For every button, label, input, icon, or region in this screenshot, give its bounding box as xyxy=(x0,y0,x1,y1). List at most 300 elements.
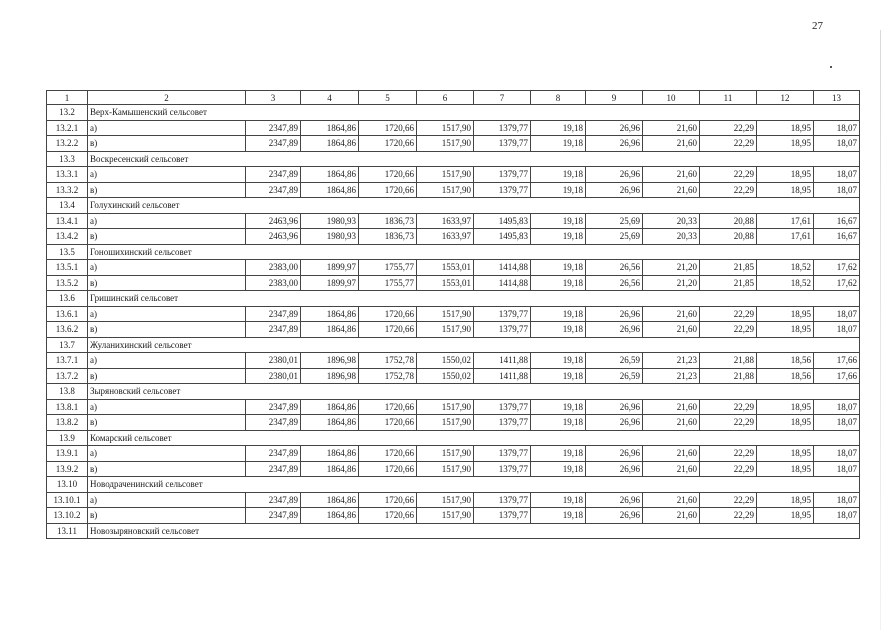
row-code: 13.3.1 xyxy=(47,167,88,183)
header-row xyxy=(47,91,860,105)
value-cell: 17,62 xyxy=(814,275,860,291)
value-cell: 26,96 xyxy=(586,120,643,136)
section-name: Гришинский сельсовет xyxy=(88,291,860,307)
value-cell: 21,60 xyxy=(643,508,700,524)
value-cell: 1379,77 xyxy=(474,415,531,431)
value-cell: 1755,77 xyxy=(359,260,417,276)
value-cell: 18,95 xyxy=(757,182,814,198)
value-cell: 18,95 xyxy=(757,508,814,524)
value-cell: 19,18 xyxy=(531,368,586,384)
value-cell: 1720,66 xyxy=(359,136,417,152)
section-name: Жуланихинский сельсовет xyxy=(88,337,860,353)
value-cell: 21,20 xyxy=(643,275,700,291)
value-cell: 22,29 xyxy=(700,136,757,152)
value-cell: 19,18 xyxy=(531,182,586,198)
row-label: а) xyxy=(88,167,246,183)
header-cell: 10 xyxy=(643,91,700,105)
value-cell: 22,29 xyxy=(700,120,757,136)
scan-dot-mark xyxy=(830,66,832,68)
value-cell: 21,23 xyxy=(643,353,700,369)
header-cell: 7 xyxy=(474,91,531,105)
value-cell: 1755,77 xyxy=(359,275,417,291)
value-cell: 1720,66 xyxy=(359,306,417,322)
row-code: 13.9 xyxy=(47,430,88,446)
value-cell: 1495,83 xyxy=(474,229,531,245)
value-cell: 1864,86 xyxy=(301,446,359,462)
row-code: 13.2.2 xyxy=(47,136,88,152)
table-row xyxy=(47,213,860,229)
row-code: 13.7 xyxy=(47,337,88,353)
value-cell: 1720,66 xyxy=(359,399,417,415)
table-row xyxy=(47,446,860,462)
table-row xyxy=(47,399,860,415)
value-cell: 1720,66 xyxy=(359,415,417,431)
row-code: 13.6.1 xyxy=(47,306,88,322)
value-cell: 19,18 xyxy=(531,229,586,245)
row-code: 13.3.2 xyxy=(47,182,88,198)
section-name: Верх-Камышенский сельсовет xyxy=(88,105,860,121)
value-cell: 21,60 xyxy=(643,182,700,198)
section-row xyxy=(47,151,860,167)
value-cell: 19,18 xyxy=(531,322,586,338)
value-cell: 22,29 xyxy=(700,492,757,508)
value-cell: 19,18 xyxy=(531,446,586,462)
value-cell: 22,29 xyxy=(700,322,757,338)
value-cell: 1517,90 xyxy=(417,182,474,198)
section-row xyxy=(47,198,860,214)
value-cell: 1864,86 xyxy=(301,508,359,524)
value-cell: 18,95 xyxy=(757,492,814,508)
row-code: 13.6.2 xyxy=(47,322,88,338)
row-code: 13.4.1 xyxy=(47,213,88,229)
value-cell: 18,07 xyxy=(814,136,860,152)
row-code: 13.3 xyxy=(47,151,88,167)
value-cell: 22,29 xyxy=(700,508,757,524)
value-cell: 26,96 xyxy=(586,322,643,338)
value-cell: 18,95 xyxy=(757,461,814,477)
value-cell: 18,95 xyxy=(757,120,814,136)
value-cell: 1720,66 xyxy=(359,508,417,524)
section-row xyxy=(47,384,860,400)
value-cell: 1517,90 xyxy=(417,508,474,524)
value-cell: 1720,66 xyxy=(359,167,417,183)
value-cell: 1379,77 xyxy=(474,508,531,524)
value-cell: 22,29 xyxy=(700,399,757,415)
value-cell: 1517,90 xyxy=(417,136,474,152)
value-cell: 21,60 xyxy=(643,492,700,508)
value-cell: 17,61 xyxy=(757,213,814,229)
value-cell: 1864,86 xyxy=(301,182,359,198)
header-cell: 6 xyxy=(417,91,474,105)
value-cell: 1899,97 xyxy=(301,260,359,276)
value-cell: 1379,77 xyxy=(474,167,531,183)
value-cell: 26,96 xyxy=(586,492,643,508)
section-name: Новозыряновский сельсовет xyxy=(88,523,860,539)
value-cell: 26,96 xyxy=(586,182,643,198)
value-cell: 26,56 xyxy=(586,275,643,291)
header-cell: 1 xyxy=(47,91,88,105)
row-code: 13.9.2 xyxy=(47,461,88,477)
header-cell: 9 xyxy=(586,91,643,105)
value-cell: 1414,88 xyxy=(474,275,531,291)
value-cell: 16,67 xyxy=(814,213,860,229)
value-cell: 22,29 xyxy=(700,446,757,462)
value-cell: 1495,83 xyxy=(474,213,531,229)
value-cell: 17,66 xyxy=(814,353,860,369)
value-cell: 18,07 xyxy=(814,182,860,198)
value-cell: 2347,89 xyxy=(246,167,301,183)
value-cell: 20,88 xyxy=(700,213,757,229)
value-cell: 18,95 xyxy=(757,167,814,183)
value-cell: 1411,88 xyxy=(474,368,531,384)
value-cell: 2383,00 xyxy=(246,275,301,291)
section-name: Воскресенский сельсовет xyxy=(88,151,860,167)
section-row xyxy=(47,291,860,307)
row-code: 13.5.1 xyxy=(47,260,88,276)
table-body xyxy=(47,91,860,539)
section-row xyxy=(47,523,860,539)
value-cell: 18,07 xyxy=(814,415,860,431)
header-cell: 5 xyxy=(359,91,417,105)
table-row xyxy=(47,167,860,183)
row-label: а) xyxy=(88,446,246,462)
value-cell: 18,07 xyxy=(814,322,860,338)
value-cell: 18,95 xyxy=(757,399,814,415)
value-cell: 25,69 xyxy=(586,229,643,245)
value-cell: 1553,01 xyxy=(417,275,474,291)
value-cell: 22,29 xyxy=(700,306,757,322)
value-cell: 22,29 xyxy=(700,182,757,198)
row-label: в) xyxy=(88,508,246,524)
value-cell: 2347,89 xyxy=(246,446,301,462)
value-cell: 1550,02 xyxy=(417,368,474,384)
row-label: в) xyxy=(88,322,246,338)
table-row xyxy=(47,120,860,136)
value-cell: 2380,01 xyxy=(246,353,301,369)
value-cell: 1864,86 xyxy=(301,136,359,152)
value-cell: 2347,89 xyxy=(246,492,301,508)
value-cell: 21,23 xyxy=(643,368,700,384)
row-code: 13.8 xyxy=(47,384,88,400)
value-cell: 21,60 xyxy=(643,120,700,136)
header-cell: 3 xyxy=(246,91,301,105)
section-name: Голухинский сельсовет xyxy=(88,198,860,214)
value-cell: 1836,73 xyxy=(359,229,417,245)
row-label: в) xyxy=(88,368,246,384)
value-cell: 2347,89 xyxy=(246,182,301,198)
table-row xyxy=(47,182,860,198)
value-cell: 1864,86 xyxy=(301,415,359,431)
value-cell: 20,88 xyxy=(700,229,757,245)
table-row xyxy=(47,322,860,338)
row-label: в) xyxy=(88,136,246,152)
value-cell: 1752,78 xyxy=(359,353,417,369)
row-code: 13.2.1 xyxy=(47,120,88,136)
row-code: 13.5.2 xyxy=(47,275,88,291)
value-cell: 21,60 xyxy=(643,322,700,338)
value-cell: 1864,86 xyxy=(301,461,359,477)
value-cell: 19,18 xyxy=(531,353,586,369)
value-cell: 18,52 xyxy=(757,260,814,276)
value-cell: 1864,86 xyxy=(301,306,359,322)
table-row xyxy=(47,275,860,291)
value-cell: 1379,77 xyxy=(474,306,531,322)
value-cell: 1379,77 xyxy=(474,322,531,338)
value-cell: 26,59 xyxy=(586,368,643,384)
value-cell: 18,07 xyxy=(814,120,860,136)
value-cell: 1517,90 xyxy=(417,446,474,462)
header-cell: 4 xyxy=(301,91,359,105)
value-cell: 2347,89 xyxy=(246,415,301,431)
value-cell: 1864,86 xyxy=(301,120,359,136)
value-cell: 2463,96 xyxy=(246,213,301,229)
row-code: 13.8.2 xyxy=(47,415,88,431)
value-cell: 26,96 xyxy=(586,508,643,524)
header-cell: 12 xyxy=(757,91,814,105)
value-cell: 1720,66 xyxy=(359,182,417,198)
value-cell: 2347,89 xyxy=(246,136,301,152)
value-cell: 1633,97 xyxy=(417,213,474,229)
row-code: 13.6 xyxy=(47,291,88,307)
row-code: 13.4.2 xyxy=(47,229,88,245)
value-cell: 1633,97 xyxy=(417,229,474,245)
value-cell: 21,60 xyxy=(643,136,700,152)
value-cell: 18,07 xyxy=(814,461,860,477)
table-row xyxy=(47,461,860,477)
value-cell: 18,56 xyxy=(757,353,814,369)
value-cell: 21,60 xyxy=(643,446,700,462)
value-cell: 26,96 xyxy=(586,446,643,462)
value-cell: 1517,90 xyxy=(417,399,474,415)
value-cell: 1517,90 xyxy=(417,306,474,322)
value-cell: 1899,97 xyxy=(301,275,359,291)
row-code: 13.8.1 xyxy=(47,399,88,415)
value-cell: 21,85 xyxy=(700,275,757,291)
value-cell: 19,18 xyxy=(531,306,586,322)
value-cell: 1517,90 xyxy=(417,120,474,136)
value-cell: 21,85 xyxy=(700,260,757,276)
row-code: 13.5 xyxy=(47,244,88,260)
value-cell: 18,07 xyxy=(814,399,860,415)
row-label: а) xyxy=(88,213,246,229)
section-row xyxy=(47,105,860,121)
value-cell: 19,18 xyxy=(531,399,586,415)
value-cell: 17,61 xyxy=(757,229,814,245)
value-cell: 1864,86 xyxy=(301,167,359,183)
page-number: 27 xyxy=(812,20,823,32)
row-label: в) xyxy=(88,182,246,198)
value-cell: 1980,93 xyxy=(301,213,359,229)
row-label: а) xyxy=(88,120,246,136)
value-cell: 1379,77 xyxy=(474,182,531,198)
value-cell: 1517,90 xyxy=(417,492,474,508)
value-cell: 18,07 xyxy=(814,492,860,508)
value-cell: 1720,66 xyxy=(359,446,417,462)
row-code: 13.7.2 xyxy=(47,368,88,384)
value-cell: 1836,73 xyxy=(359,213,417,229)
value-cell: 20,33 xyxy=(643,229,700,245)
row-code: 13.2 xyxy=(47,105,88,121)
value-cell: 1379,77 xyxy=(474,446,531,462)
value-cell: 18,07 xyxy=(814,446,860,462)
value-cell: 17,66 xyxy=(814,368,860,384)
value-cell: 1411,88 xyxy=(474,353,531,369)
value-cell: 1517,90 xyxy=(417,415,474,431)
value-cell: 26,96 xyxy=(586,399,643,415)
row-label: в) xyxy=(88,415,246,431)
value-cell: 1720,66 xyxy=(359,492,417,508)
table-row xyxy=(47,368,860,384)
value-cell: 18,95 xyxy=(757,306,814,322)
value-cell: 19,18 xyxy=(531,120,586,136)
section-name: Новодраченинский сельсовет xyxy=(88,477,860,493)
row-label: в) xyxy=(88,461,246,477)
row-label: в) xyxy=(88,275,246,291)
row-code: 13.4 xyxy=(47,198,88,214)
value-cell: 21,60 xyxy=(643,306,700,322)
value-cell: 18,95 xyxy=(757,322,814,338)
section-row xyxy=(47,477,860,493)
value-cell: 26,96 xyxy=(586,415,643,431)
value-cell: 1720,66 xyxy=(359,461,417,477)
value-cell: 16,67 xyxy=(814,229,860,245)
table-row xyxy=(47,415,860,431)
value-cell: 1553,01 xyxy=(417,260,474,276)
row-label: а) xyxy=(88,492,246,508)
header-cell: 11 xyxy=(700,91,757,105)
row-label: а) xyxy=(88,399,246,415)
value-cell: 1896,98 xyxy=(301,368,359,384)
value-cell: 2347,89 xyxy=(246,306,301,322)
value-cell: 19,18 xyxy=(531,260,586,276)
value-cell: 21,20 xyxy=(643,260,700,276)
row-label: в) xyxy=(88,229,246,245)
value-cell: 2347,89 xyxy=(246,461,301,477)
value-cell: 19,18 xyxy=(531,415,586,431)
value-cell: 1864,86 xyxy=(301,399,359,415)
value-cell: 19,18 xyxy=(531,492,586,508)
section-row xyxy=(47,430,860,446)
value-cell: 1379,77 xyxy=(474,136,531,152)
tariff-table xyxy=(46,90,860,539)
value-cell: 18,95 xyxy=(757,446,814,462)
value-cell: 19,18 xyxy=(531,136,586,152)
row-code: 13.10 xyxy=(47,477,88,493)
value-cell: 22,29 xyxy=(700,415,757,431)
value-cell: 18,56 xyxy=(757,368,814,384)
row-code: 13.11 xyxy=(47,523,88,539)
value-cell: 19,18 xyxy=(531,167,586,183)
value-cell: 1517,90 xyxy=(417,461,474,477)
value-cell: 2347,89 xyxy=(246,508,301,524)
table-row xyxy=(47,136,860,152)
table-row xyxy=(47,306,860,322)
value-cell: 1379,77 xyxy=(474,492,531,508)
row-code: 13.10.1 xyxy=(47,492,88,508)
row-label: а) xyxy=(88,306,246,322)
value-cell: 26,96 xyxy=(586,306,643,322)
row-code: 13.9.1 xyxy=(47,446,88,462)
value-cell: 18,95 xyxy=(757,415,814,431)
section-row xyxy=(47,244,860,260)
table-row xyxy=(47,229,860,245)
value-cell: 2380,01 xyxy=(246,368,301,384)
value-cell: 19,18 xyxy=(531,461,586,477)
value-cell: 21,60 xyxy=(643,399,700,415)
value-cell: 1379,77 xyxy=(474,461,531,477)
value-cell: 20,33 xyxy=(643,213,700,229)
table-row xyxy=(47,492,860,508)
value-cell: 1720,66 xyxy=(359,120,417,136)
value-cell: 2347,89 xyxy=(246,399,301,415)
value-cell: 18,07 xyxy=(814,306,860,322)
value-cell: 1864,86 xyxy=(301,322,359,338)
header-cell: 13 xyxy=(814,91,860,105)
value-cell: 1379,77 xyxy=(474,399,531,415)
section-name: Комарский сельсовет xyxy=(88,430,860,446)
value-cell: 1517,90 xyxy=(417,167,474,183)
value-cell: 1550,02 xyxy=(417,353,474,369)
value-cell: 19,18 xyxy=(531,508,586,524)
table-row xyxy=(47,260,860,276)
header-cell: 2 xyxy=(88,91,246,105)
value-cell: 26,96 xyxy=(586,167,643,183)
section-name: Гоношихинский сельсовет xyxy=(88,244,860,260)
value-cell: 26,59 xyxy=(586,353,643,369)
section-name: Зыряновский сельсовет xyxy=(88,384,860,400)
value-cell: 18,07 xyxy=(814,508,860,524)
value-cell: 18,95 xyxy=(757,136,814,152)
value-cell: 1896,98 xyxy=(301,353,359,369)
table-row xyxy=(47,353,860,369)
value-cell: 26,96 xyxy=(586,461,643,477)
value-cell: 17,62 xyxy=(814,260,860,276)
value-cell: 22,29 xyxy=(700,167,757,183)
value-cell: 21,60 xyxy=(643,461,700,477)
value-cell: 2463,96 xyxy=(246,229,301,245)
value-cell: 21,88 xyxy=(700,353,757,369)
value-cell: 26,56 xyxy=(586,260,643,276)
header-cell: 8 xyxy=(531,91,586,105)
table-row xyxy=(47,508,860,524)
value-cell: 21,60 xyxy=(643,415,700,431)
value-cell: 1517,90 xyxy=(417,322,474,338)
value-cell: 18,52 xyxy=(757,275,814,291)
value-cell: 1752,78 xyxy=(359,368,417,384)
value-cell: 1980,93 xyxy=(301,229,359,245)
value-cell: 19,18 xyxy=(531,275,586,291)
value-cell: 2347,89 xyxy=(246,322,301,338)
value-cell: 19,18 xyxy=(531,213,586,229)
value-cell: 2383,00 xyxy=(246,260,301,276)
value-cell: 2347,89 xyxy=(246,120,301,136)
row-code: 13.10.2 xyxy=(47,508,88,524)
scan-edge-shadow xyxy=(880,30,881,630)
value-cell: 1864,86 xyxy=(301,492,359,508)
value-cell: 1720,66 xyxy=(359,322,417,338)
value-cell: 22,29 xyxy=(700,461,757,477)
value-cell: 26,96 xyxy=(586,136,643,152)
value-cell: 21,88 xyxy=(700,368,757,384)
section-row xyxy=(47,337,860,353)
row-label: а) xyxy=(88,353,246,369)
value-cell: 1379,77 xyxy=(474,120,531,136)
value-cell: 18,07 xyxy=(814,167,860,183)
value-cell: 25,69 xyxy=(586,213,643,229)
row-code: 13.7.1 xyxy=(47,353,88,369)
row-label: а) xyxy=(88,260,246,276)
value-cell: 21,60 xyxy=(643,167,700,183)
